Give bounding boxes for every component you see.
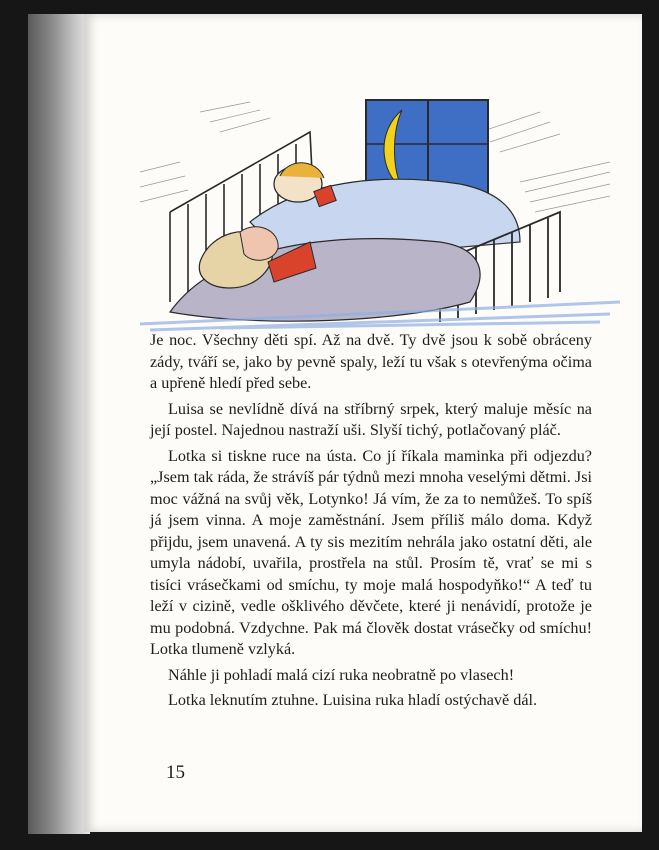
- paragraph-3: Lotka si tiskne ruce na ústa. Co jí říkala maminka při odjezdu? „Jsem tak ráda, že strávíš pár týdnů mezi mnoha veselými dětmi. Jsi moc vážná na svůj věk, Lotynko! Já vím, že za to nemůžeš. To spíš já jsem vinna. A moje zaměstnání. Jsem příliš málo doma. Když přijdu, jsem unavená. A ty sis mezitím nehrála jako ostatní děti, ale umyla nádobí, uvařila, prostřela na stůl. Prosím tě, vrať se mi s tisíci vrásečkami od smíchu, ty moje malá hospodyňko!“ A teď tu leží v cizině, vedle ošklivého děvčete, které ji nenávidí, protože je mu podobná. Vzdychne. Pak má člověk dostat vrásečky od smíchu! Lotka tlumeně vzlyká.: [150, 446, 592, 658]
- paragraph-2: Luisa se nevlídně dívá na stříbrný srpek, který maluje měsíc na její postel. Najednou nastraží uši. Slyší tichý, potlačovaný pláč.: [150, 399, 592, 439]
- girl-sleeping-back: [274, 163, 336, 207]
- page-number: 15: [166, 762, 185, 783]
- book-page-edges: [28, 14, 90, 834]
- paragraph-5: Lotka leknutím ztuhne. Luisina ruka hladí ostýchavě dál.: [168, 691, 538, 709]
- paragraph-1: Je noc. Všechny děti spí. Až na dvě. Ty dvě jsou k sobě obráceny zády, tváří se, jako by pevně spaly, leží tu však s otevřenýma očima a upřeně hledí před sebe.: [150, 331, 592, 392]
- book-page: [84, 14, 642, 832]
- paragraph-4: Náhle ji pohladí malá cizí ruka neobratně po vlasech!: [168, 665, 515, 684]
- story-text: [150, 330, 592, 712]
- bedroom-illustration: [140, 92, 630, 332]
